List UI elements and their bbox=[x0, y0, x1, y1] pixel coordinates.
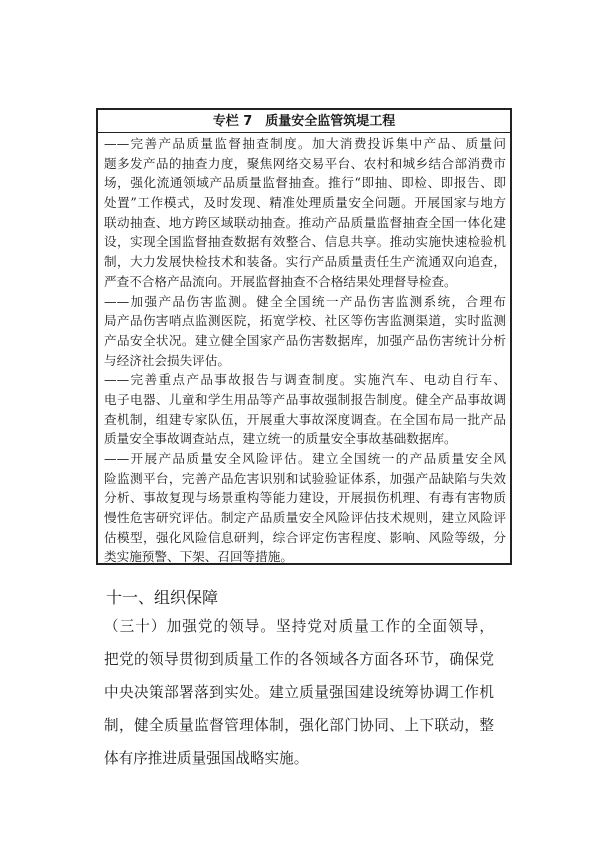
box-line: 险监测平台，完善产品危害识别和试验验证体系，加强产品缺陷与失效 bbox=[104, 470, 506, 486]
paragraph-line: 体有序推进质量强国战略实施。 bbox=[104, 750, 309, 767]
box-line: 处置”工作模式，及时发现、精准处理质量安全问题。开展国家与地方 bbox=[104, 195, 506, 211]
box-line: 局产品伤害哨点监测医院，拓宽学校、社区等伤害监测渠道，实时监测 bbox=[104, 313, 506, 329]
box-line: 质量安全事故调查站点，建立统一的质量安全事故基础数据库。 bbox=[104, 431, 457, 447]
box-line: 设，实现全国监督抽查数据有效整合、信息共享。推动实施快速检验机 bbox=[104, 234, 506, 250]
box-line: 电子电器、儿童和学生用品等产品事故强制报告制度。健全产品事故调 bbox=[104, 391, 506, 407]
box-line: 分析、事故复现与场景重构等能力建设，开展损伤机理、有毒有害物质 bbox=[104, 490, 506, 506]
box-line: 题多发产品的抽查力度，聚焦网络交易平台、农村和城乡结合部消费市 bbox=[104, 155, 506, 171]
paragraph-line: （三十）加强党的领导。坚持党对质量工作的全面领导， bbox=[104, 618, 494, 635]
feature-box bbox=[96, 108, 512, 565]
paragraph-line: 中央决策部署落到实处。建立质量强国建设统筹协调工作机 bbox=[104, 684, 494, 701]
box-line: 联动抽查、地方跨区域联动抽查。推动产品质量监督抽查全国一体化建 bbox=[104, 214, 506, 230]
box-line: 慢性危害研究评估。制定产品质量安全风险评估技术规则，建立风险评 bbox=[104, 510, 506, 526]
box-title: 专栏 7 质量安全监管筑堤工程 bbox=[98, 112, 510, 133]
box-body bbox=[104, 134, 506, 567]
box-line: 估模型，强化风险信息研判，综合评定伤害程度、影响、风险等级，分 bbox=[104, 529, 506, 545]
box-line: 查机制，组建专家队伍，开展重大事故深度调查。在全国布局一批产品 bbox=[104, 411, 506, 427]
section-paragraph bbox=[104, 614, 494, 779]
box-line: 严查不合格产品流向。开展监督抽查不合格结果处理督导检查。 bbox=[104, 273, 457, 289]
box-line: 产品安全状况。建立健全国家产品伤害数据库，加强产品伤害统计分析 bbox=[104, 332, 506, 348]
box-line: ——完善重点产品事故报告与调查制度。实施汽车、电动自行车、 bbox=[104, 372, 506, 388]
box-line: 制，大力发展快检技术和装备。实行产品质量责任生产流通双向追查， bbox=[104, 254, 506, 270]
box-line: 与经济社会损失评估。 bbox=[104, 352, 230, 368]
box-line: ——完善产品质量监督抽查制度。加大消费投诉集中产品、质量问 bbox=[104, 136, 506, 151]
box-line: 类实施预警、下架、召回等措施。 bbox=[104, 549, 293, 565]
box-line: 场，强化流通领域产品质量监督抽查。推行“即抽、即检、即报告、即 bbox=[104, 175, 506, 191]
box-line: ——加强产品伤害监测。健全全国统一产品伤害监测系统，合理布 bbox=[104, 293, 506, 309]
section-heading: 十一、组织保障 bbox=[106, 588, 219, 607]
paragraph-line: 制，健全质量监督管理体制，强化部门协同、上下联动，整 bbox=[104, 717, 494, 734]
box-line: ——开展产品质量安全风险评估。建立全国统一的产品质量安全风 bbox=[104, 451, 506, 466]
paragraph-line: 把党的领导贯彻到质量工作的各领域各方面各环节，确保党 bbox=[104, 651, 494, 668]
